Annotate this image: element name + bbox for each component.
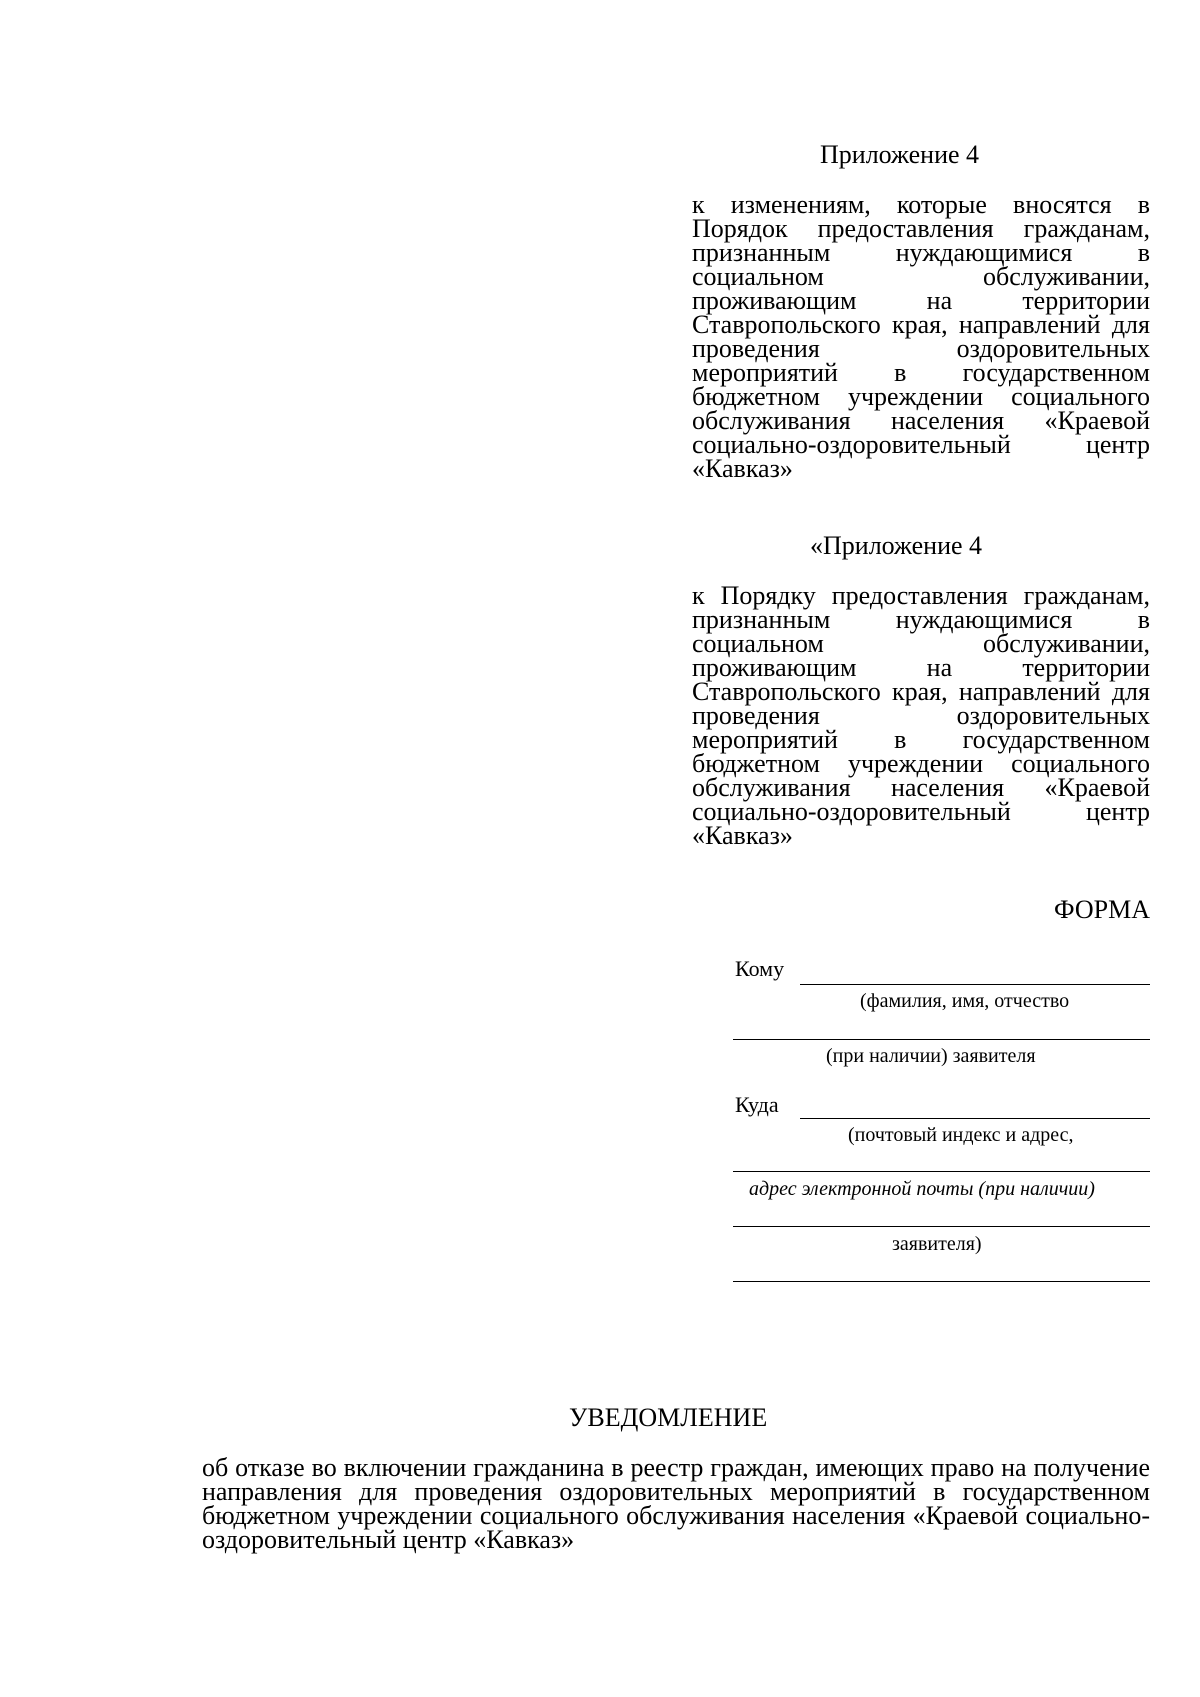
where-hint-1: (почтовый индекс и адрес, xyxy=(848,1124,1074,1146)
where-line-2[interactable] xyxy=(733,1171,1150,1172)
where-label: Куда xyxy=(735,1092,779,1117)
appendix-1-text: к изменениям, которые вносятся в Порядок предоставления гражданам, признанным нуждающимися в социальном обслуживании, проживающим на территории Ставропольского края, направлений для проведения оздоровительных мероприятий в государственном бюджетном учреждении социального обслуживания населения «Краевой социально-оздоровительный центр «Кавказ» xyxy=(692,190,1150,483)
where-hint-2: адрес электронной почты (при наличии) xyxy=(749,1178,1095,1200)
to-line-2[interactable] xyxy=(733,1039,1150,1040)
appendix-2-title: «Приложение 4 xyxy=(810,531,983,560)
to-line-1[interactable] xyxy=(800,984,1150,985)
where-line-1[interactable] xyxy=(800,1118,1150,1119)
notice-text: об отказе во включении гражданина в реестр граждан, имеющих право на получение направления для проведения оздоровительных мероприятий в государственном бюджетном учреждении социального обслуживания населения «Краевой социально-оздоровительный центр «Кавказ» xyxy=(202,1453,1150,1554)
where-hint-3: заявителя) xyxy=(892,1233,982,1255)
notice-title: УВЕДОМЛЕНИЕ xyxy=(569,1403,768,1432)
to-hint-2: (при наличии) заявителя xyxy=(826,1045,1036,1067)
appendix-2-text: к Порядку предоставления гражданам, признанным нуждающимися в социальном обслуживании, проживающим на территории Ставропольского края, направлений для проведения оздоровительных мероприятий в государственном бюджетном учреждении социального обслуживания населения «Краевой социально-оздоровительный центр «Кавказ» xyxy=(692,581,1150,850)
where-line-4[interactable] xyxy=(733,1281,1150,1282)
appendix-1-title: Приложение 4 xyxy=(820,140,980,169)
to-hint-1: (фамилия, имя, отчество xyxy=(860,990,1070,1012)
where-line-3[interactable] xyxy=(733,1226,1150,1227)
form-label: ФОРМА xyxy=(1054,895,1150,924)
to-label: Кому xyxy=(735,956,785,981)
